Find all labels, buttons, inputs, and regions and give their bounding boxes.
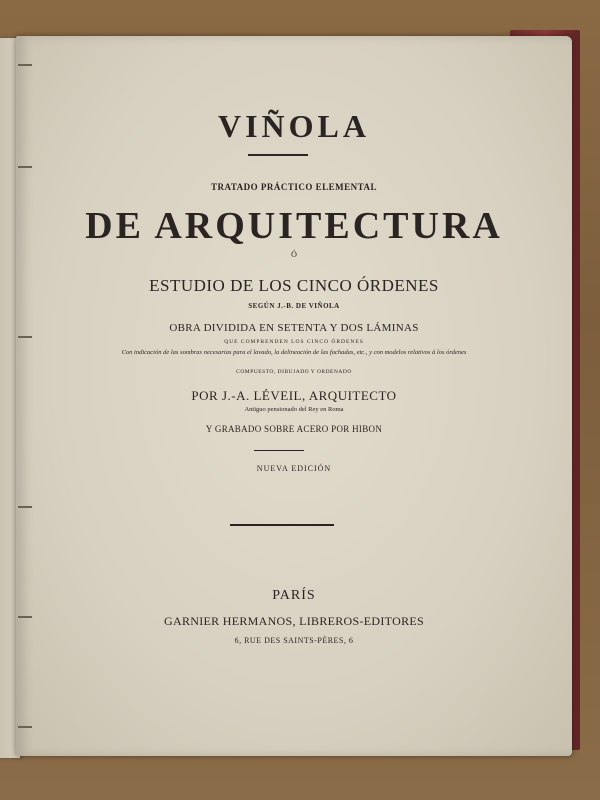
short-rule: [254, 450, 304, 451]
binding-stitch: [18, 336, 32, 338]
composed-line: COMPUESTO, DIBUJADO Y ORDENADO: [236, 369, 352, 375]
title-rule: [248, 154, 308, 156]
binding-stitch: [18, 166, 32, 168]
title-page: [16, 36, 572, 756]
author-note: Antiguo pensionado del Rey en Roma: [244, 406, 344, 413]
binding-stitch: [18, 726, 32, 728]
plates-line: OBRA DIVIDIDA EN SETENTA Y DOS LÁMINAS: [169, 322, 419, 334]
main-title: DE ARQUITECTURA: [85, 205, 503, 247]
publisher-address: 6, RUE DES SAINTS-PÈRES, 6: [234, 636, 354, 645]
book-title: VIÑOLA: [217, 108, 370, 144]
description-line: Con indicación de las sombras necesarias para el lavado, la delineación de las fachadas, etc., y con modelos relativos á los órdenes: [121, 349, 467, 356]
secondary-title: ESTUDIO DE LOS CINCO ÓRDENES: [149, 276, 439, 295]
edition-line: NUEVA EDICIÓN: [256, 464, 332, 473]
engraving-line: Y GRABADO SOBRE ACERO POR HIBON: [205, 424, 383, 434]
conjunction: Ó: [291, 250, 297, 259]
author-line: POR J.-A. LÉVEIL, ARQUITECTO: [191, 388, 397, 403]
orders-line: QUE COMPRENDEN LOS CINCO ÓRDENES: [224, 339, 364, 345]
according-to-line: SEGÚN J.-B. DE VIÑOLA: [248, 302, 340, 310]
subtitle: TRATADO PRÁCTICO ELEMENTAL: [210, 182, 377, 192]
publisher: GARNIER HERMANOS, LIBREROS-EDITORES: [164, 614, 424, 628]
binding-stitch: [18, 506, 32, 508]
city: PARÍS: [272, 588, 316, 603]
binding-stitch: [18, 64, 32, 66]
divider-rule: [230, 524, 334, 526]
